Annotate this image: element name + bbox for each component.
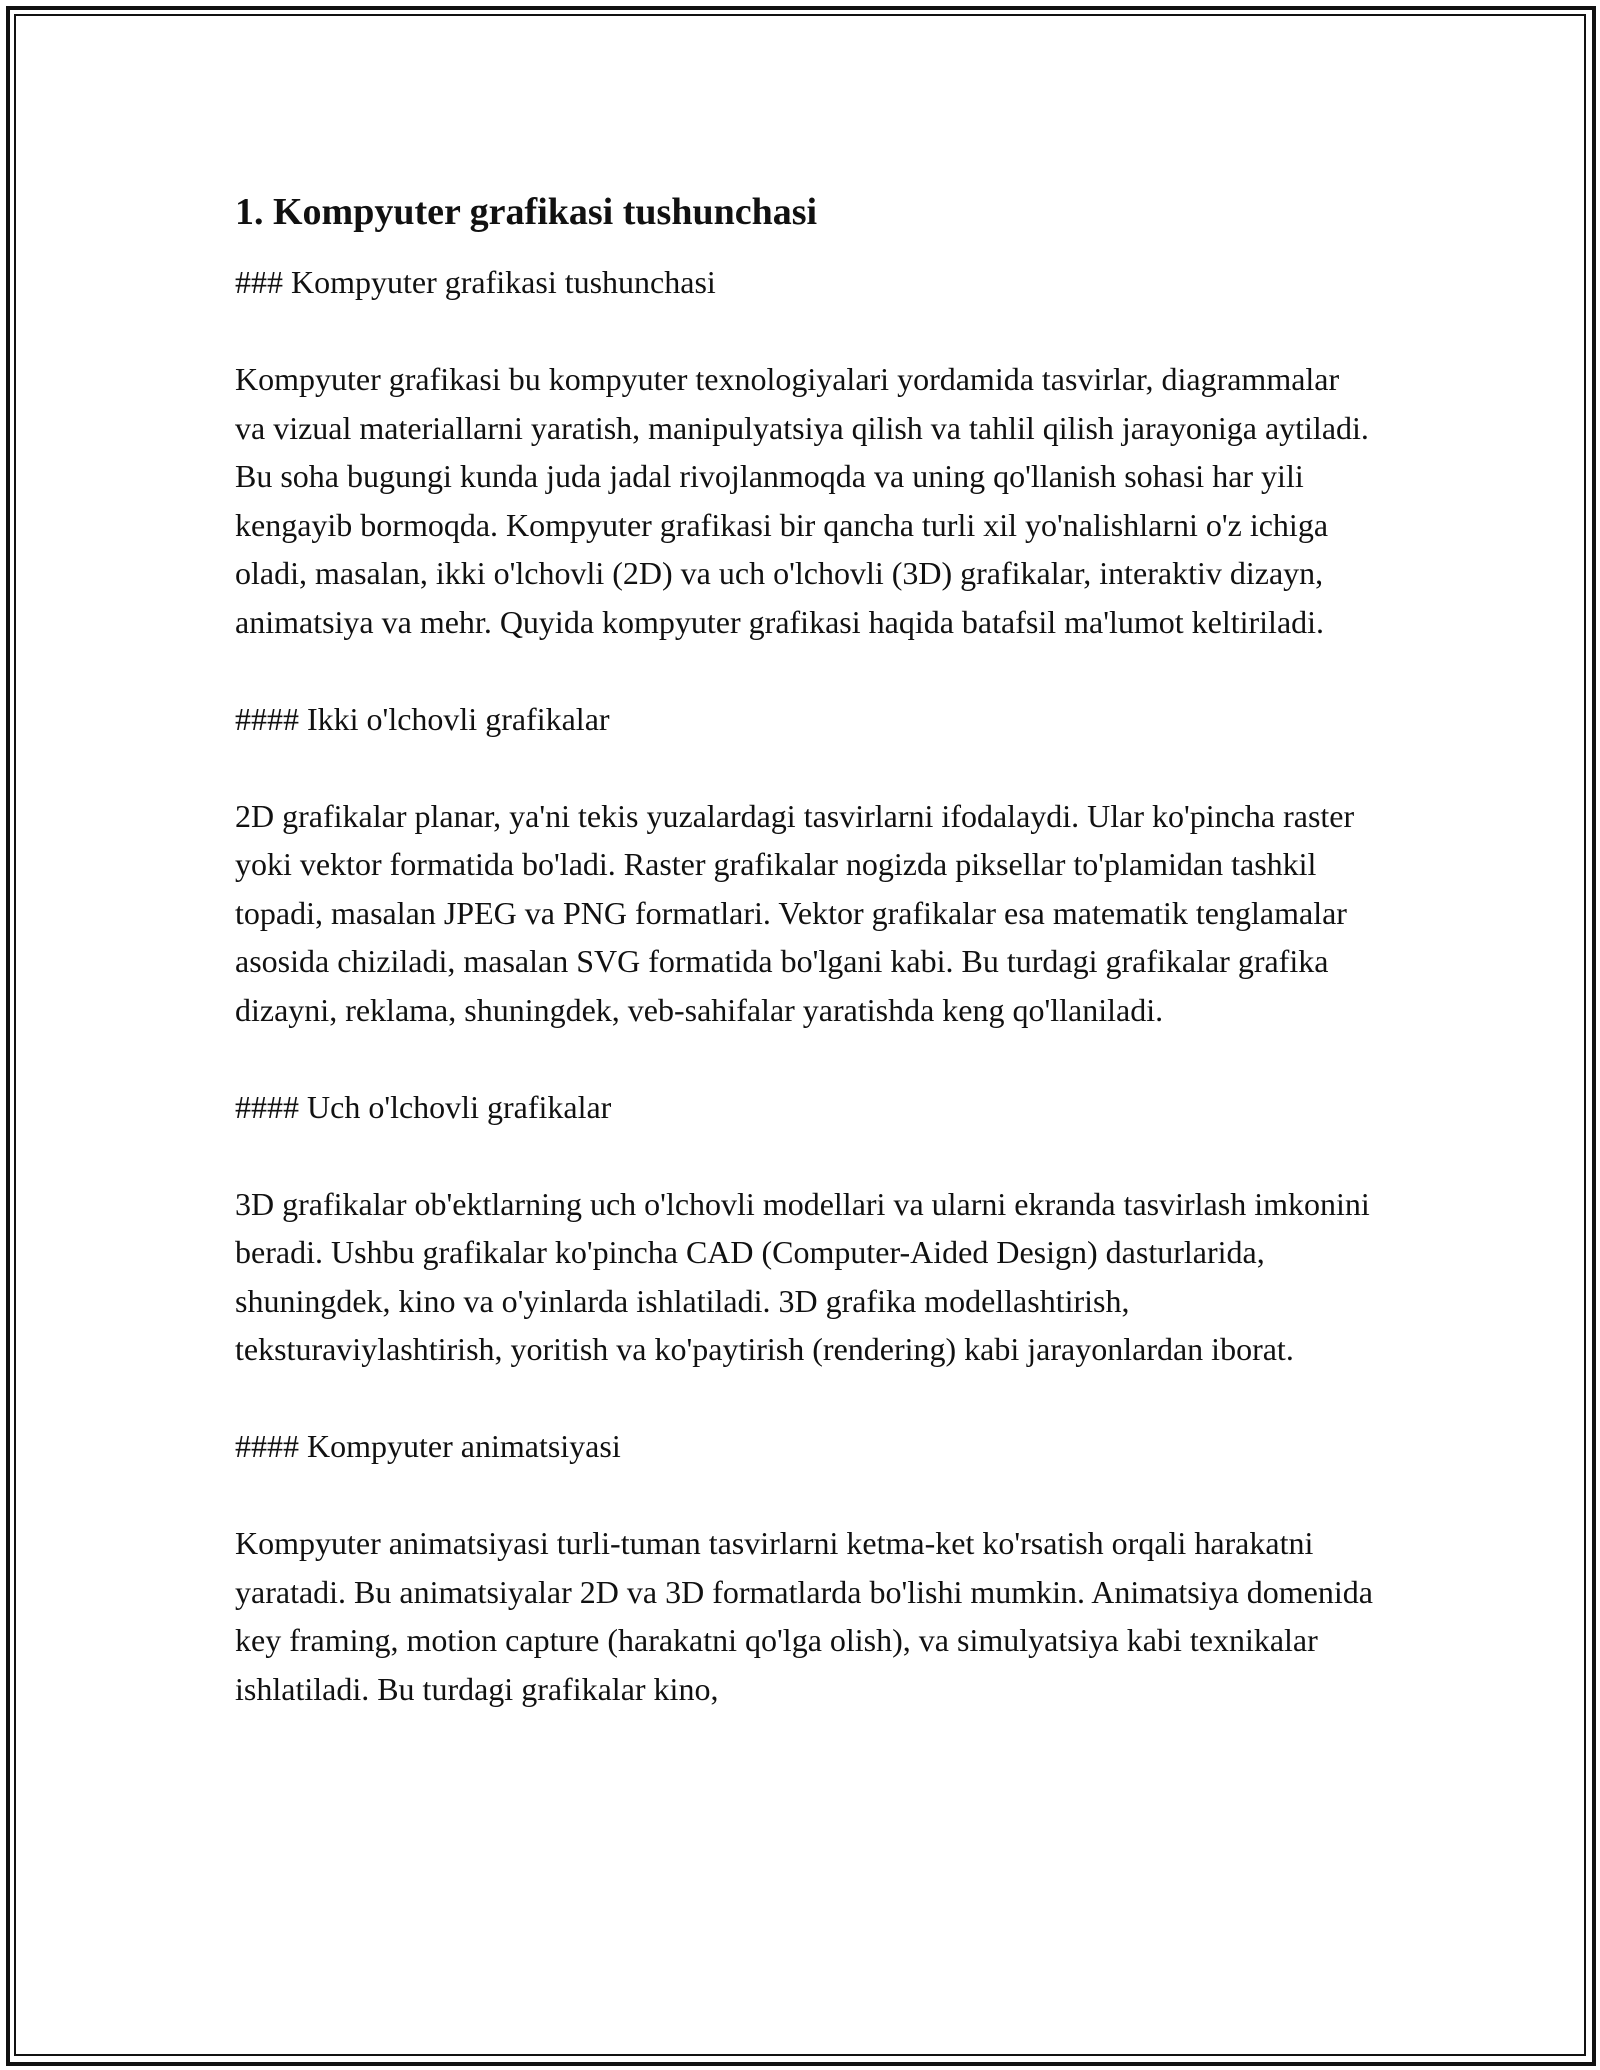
document-body — [235, 188, 1375, 1762]
section-text-animation: Kompyuter animatsiyasi turli-tuman tasvirlarni ketma-ket ko'rsatish orqali harakatni yaratadi. Bu animatsiyalar 2D va 3D formatlarda bo'lishi mumkin. Animatsiya domenida key framing, motion capture (harakatni qo'lga olish), va simulyatsiya kabi texnikalar ishlatiladi. Bu turdagi grafikalar kino, — [235, 1525, 1373, 1707]
section-text-2d: 2D grafikalar planar, ya'ni tekis yuzalardagi tasvirlarni ifodalaydi. Ular ko'pincha raster yoki vektor formatida bo'ladi. Raster grafikalar nogizda piksellar to'plamidan tashkil topadi, masalan JPEG va PNG formatlari. Vektor grafikalar esa matematik tenglamalar asosida chiziladi, masalan SVG formatida bo'lgani kabi. Bu turdagi grafikalar grafika dizayni, reklama, shuningdek, veb-sahifalar yaratishda keng qo'llaniladi. — [235, 797, 1355, 1028]
section-heading-animation: #### Kompyuter animatsiyasi — [235, 1428, 621, 1464]
section-heading-3d: #### Uch o'lchovli grafikalar — [235, 1088, 612, 1125]
intro-paragraph: Kompyuter grafikasi bu kompyuter texnologiyalari yordamida tasvirlar, diagrammalar va vizual materiallarni yaratish, manipulyatsiya qilish va tahlil qilish jarayoniga aytiladi. Bu soha bugungi kunda juda jadal rivojlanmoqda va uning qo'llanish sohasi har yili kengayib bormoqda. Kompyuter grafikasi bir qancha turli xil yo'nalishlarni o'z ichiga oladi, masalan, ikki o'lchovli (2D) va uch o'lchovli (3D) grafikalar, interaktiv dizayn, animatsiya va mehr. Quyida kompyuter grafikasi haqida batafsil ma'lumot keltiriladi. — [235, 361, 1369, 640]
section-text-3d: 3D grafikalar ob'ektlarning uch o'lchovli modellari va ularni ekranda tasvirlash imkonini beradi. Ushbu grafikalar ko'pincha CAD (Computer-Aided Design) dasturlarida, shuningdek, kino va o'yinlarda ishlatiladi. 3D grafika modellashtirish, teksturaviylashtirish, yoritish va ko'paytirish (rendering) kabi jarayonlardan iborat. — [235, 1185, 1370, 1367]
document-title: 1. Kompyuter grafikasi tushunchasi — [235, 191, 818, 233]
section-heading-2d: #### Ikki o'lchovli grafikalar — [235, 700, 610, 737]
subtitle-heading: ### Kompyuter grafikasi tushunchasi — [235, 264, 716, 300]
